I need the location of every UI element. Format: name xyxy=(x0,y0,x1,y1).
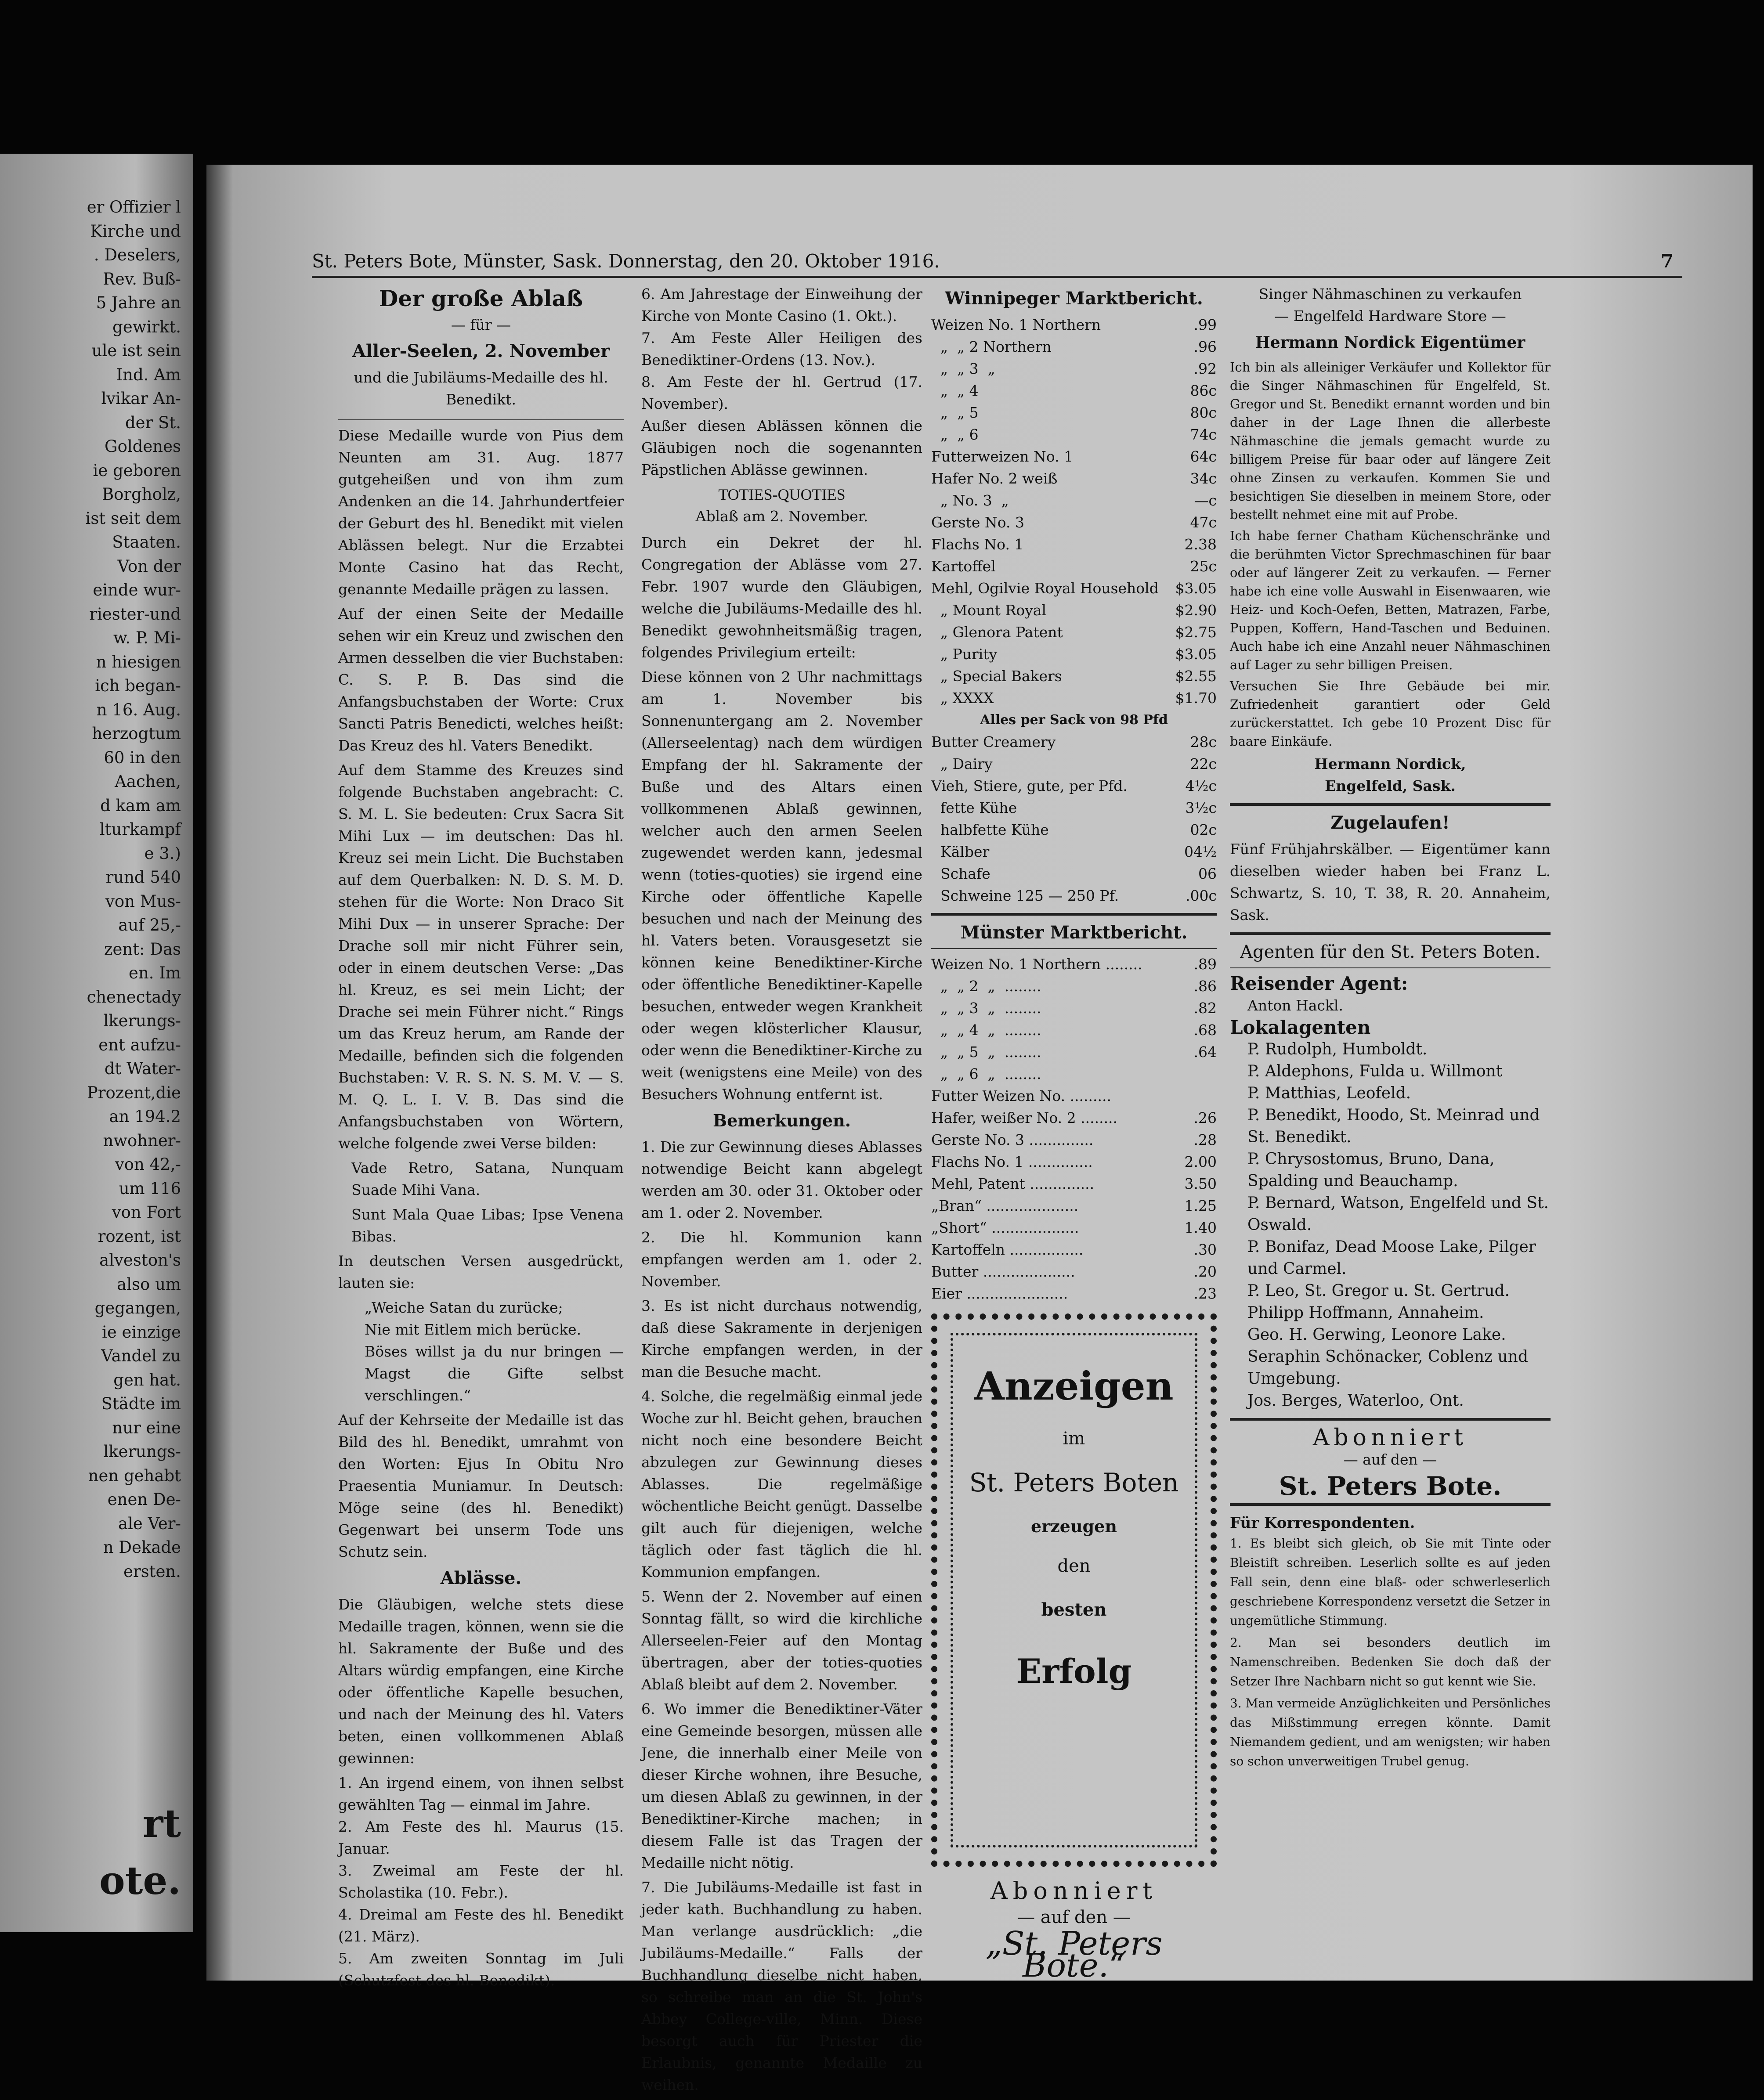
divider xyxy=(1230,1418,1551,1421)
market-item: Eier ...................... xyxy=(931,1285,1068,1302)
market-price: .26 xyxy=(1193,1109,1217,1126)
market-row xyxy=(931,1173,1217,1195)
left-page-line: er Offizier l xyxy=(87,198,181,216)
market-row xyxy=(931,687,1217,709)
market-item: Flachs No. 1 .............. xyxy=(931,1153,1093,1170)
list-item: 6. Am Jahrestage der Einweihung der Kirche von Monte Casino (1. Okt.). xyxy=(641,285,922,325)
ad-erfolg: Erfolg xyxy=(1016,1652,1132,1691)
market-row xyxy=(931,424,1217,446)
market-item: Kartoffel xyxy=(931,558,996,575)
left-page-line: von Fort xyxy=(112,1203,181,1222)
left-page-line: Städte im xyxy=(101,1394,181,1413)
market-price: $2.90 xyxy=(1175,602,1217,619)
left-page-line: an 194.2 xyxy=(109,1107,181,1126)
market-row xyxy=(931,358,1217,380)
market-price: 3.50 xyxy=(1184,1175,1217,1192)
paragraph: Auf der einen Seite der Medaille sehen wir ein Kreuz und zwischen den Armen desselben die vier Buchstaben: C. S. P. B. Das sind die Anfangsbuchstaben der Worte: Crux Sancti Patris Benedicti, welches heißt: Das Kreuz des hl. Vaters Benedikt. xyxy=(338,605,624,754)
market-row xyxy=(931,468,1217,490)
paragraph: Ich habe ferner Chatham Küchenschränke und die berühmten Victor Sprechmaschinen für baar oder auf längerer Zeit zu verkaufen. — Ferner habe ich eine volle Auswahl in Eisenwaaren, wie Heiz- und Koch-Oefen, Betten, Matrazen, Farbe, Puppen, Koffern, Hand-Taschen und Beduinen. Auch habe ich eine Anzahl neuer Nähmaschinen auf Lager zu sehr billigen Preisen. xyxy=(1230,528,1551,672)
left-page-line: chenectady xyxy=(87,987,181,1007)
paragraph: Diese Medaille wurde von Pius dem Neunten am 31. Aug. 1877 gutgeheißen und von ihm zum Andenken an die 14. Jahrhundertfeier der Geburt des hl. Benedikt mit vielen Ablässen belegt. Nur die Erzabtei Monte Casino hat das Recht, genannte Medaille prägen zu lassen. xyxy=(338,427,624,598)
market-item: „ Mount Royal xyxy=(931,602,1047,619)
market-price: .64 xyxy=(1193,1043,1217,1061)
market-price: 02c xyxy=(1190,821,1217,838)
market-price: $3.05 xyxy=(1175,646,1217,663)
left-page-line: ie einzige xyxy=(102,1322,181,1342)
market-row xyxy=(931,953,1217,975)
newspaper-page xyxy=(206,165,1753,2093)
st-peters-bote-title: „St. Peters Bote.“ xyxy=(985,1925,1163,1985)
left-page-line: Vandel zu xyxy=(101,1346,181,1365)
left-page-fragment-text: ote. xyxy=(99,1858,181,1903)
market-row xyxy=(931,1239,1217,1261)
market-item: „ „ 4 „ ........ xyxy=(931,1021,1041,1039)
left-page-line: n hiesigen xyxy=(96,652,181,671)
market-price: $1.70 xyxy=(1175,689,1217,707)
list-item: 7. Am Feste Aller Heiligen des Benediktiner-Ordens (13. Nov.). xyxy=(641,329,922,368)
latin-verse: Vade Retro, Satana, Nunquam Suade Mihi Vana. xyxy=(351,1159,624,1198)
note: 7. Die Jubiläums-Medaille ist fast in jeder kath. Buchhandlung zu haben. Man verlange ausdrücklich: „die Jubiläums-Medaille.“ Falls der Buchhandlung dieselbe nicht haben, so schreibe man an die St. John's Abbey College-ville, Minn. Diese besorgt auch für Priester die Erlaubnis, genannte Medaille zu weihen. xyxy=(641,1879,922,2093)
market-row xyxy=(931,975,1217,997)
market-item: Mehl, Patent .............. xyxy=(931,1175,1095,1192)
market-item: fette Kühe xyxy=(931,799,1017,816)
market-row xyxy=(931,380,1217,402)
market-item: „ „ 5 „ ........ xyxy=(931,1043,1041,1061)
left-page-line: ale Ver- xyxy=(118,1514,181,1533)
market-row xyxy=(931,512,1217,534)
paragraph: Ich bin als alleiniger Verkäufer und Kollektor für die Singer Nähmaschinen für Engelfeld, St. Gregor und St. Benedikt ernannt worden und bin daher in der Lage Ihnen die allerbeste Nähmaschine die jemals gemacht wurde zu billigem Preise für baar oder auf längere Zeit ohne Zinsen zu verkaufen. Kommen Sie und besichtigen Sie dieselben in meinem Store, oder bestellt nehmet eine mit auf Probe. xyxy=(1230,360,1551,522)
left-page-line: Von der xyxy=(117,556,181,576)
left-page-line: riester-und xyxy=(89,604,181,624)
market-row xyxy=(931,997,1217,1019)
market-row xyxy=(931,1151,1217,1173)
left-page-line: enen De- xyxy=(107,1490,181,1509)
left-page-line: Aachen, xyxy=(115,772,181,791)
left-page-line: Ind. Am xyxy=(116,365,181,384)
market-price: 25c xyxy=(1190,558,1217,575)
german-verse: Böses willst ja du nur bringen — Magst die Gifte selbst verschlingen.“ xyxy=(365,1343,624,1404)
market-row xyxy=(931,643,1217,665)
ad-im: im xyxy=(1063,1429,1085,1449)
left-page-fragment-text: rt xyxy=(142,1801,181,1846)
market-item: Gerste No. 3 xyxy=(931,514,1025,531)
left-page-line: nen gehabt xyxy=(88,1466,181,1485)
left-page-line: auf 25,- xyxy=(118,916,181,935)
market-row xyxy=(931,885,1217,907)
auf-den-line: — auf den — xyxy=(1017,1907,1131,1927)
paragraph: Fünf Frühjahrskälber. — Eigentümer kann dieselben wieder haben bei Franz L. Schwartz, S. 10, T. 38, R. 20. Annaheim, Sask. xyxy=(1230,841,1551,924)
left-page-line: rund 540 xyxy=(105,868,181,887)
st-peters-bote-title: St. Peters Bote. xyxy=(1279,1471,1502,1501)
divider xyxy=(1230,932,1551,935)
market-price: 74c xyxy=(1190,426,1217,443)
left-page-line: en. Im xyxy=(129,963,181,982)
ablass-list xyxy=(338,1772,624,1992)
market-item: „ Glenora Patent xyxy=(931,624,1063,641)
divider xyxy=(338,419,624,420)
list-item: 4. Dreimal am Feste des hl. Benedikt (21. März). xyxy=(338,1906,624,1945)
market-item: Mehl, Ogilvie Royal Household xyxy=(931,580,1159,597)
market-item: „ „ 2 Northern xyxy=(931,338,1052,355)
market-price: .23 xyxy=(1193,1285,1217,1302)
left-page-line: Kirche und xyxy=(90,221,181,241)
market-row xyxy=(931,797,1217,819)
market-row xyxy=(931,599,1217,621)
market-item: Weizen No. 1 Northern xyxy=(931,316,1101,333)
market-item: halbfette Kühe xyxy=(931,821,1049,838)
market-item: Schweine 125 — 250 Pf. xyxy=(931,887,1119,904)
article-title-ablass: Der große Ablaß xyxy=(379,285,583,311)
market-price: 1.40 xyxy=(1184,1219,1217,1236)
market-price: 06 xyxy=(1198,865,1217,882)
market-item: Gerste No. 3 .............. xyxy=(931,1131,1094,1148)
market-price: 22c xyxy=(1190,755,1217,772)
market-item: „ „ 6 xyxy=(931,426,979,443)
korr-note: 3. Man vermeide Anzüglichkeiten und Persönliches das Mißstimmung erregen könnte. Damit Niemandem gedient, und am wenigsten; wir haben so schon unverweitigen Trubel genug. xyxy=(1230,1696,1551,1768)
left-page-line: Staaten. xyxy=(112,533,181,552)
market-price: 1.25 xyxy=(1184,1197,1217,1214)
latin-verse: Sunt Mala Quae Libas; Ipse Venena Bibas. xyxy=(351,1206,624,1245)
ad-erzeugen: erzeugen xyxy=(1031,1516,1117,1536)
left-page-line: von 42,- xyxy=(115,1155,181,1174)
nordick-owner: Hermann Nordick Eigentümer xyxy=(1255,333,1525,352)
market-price: .30 xyxy=(1193,1241,1217,1258)
left-page-line: rozent, ist xyxy=(98,1227,181,1246)
left-page-line: Borgholz, xyxy=(101,485,181,504)
market-item: Hafer No. 2 weiß xyxy=(931,470,1058,487)
bemerkungen-heading: Bemerkungen. xyxy=(713,1111,851,1130)
column-3 xyxy=(931,283,1217,1985)
market-price: 4½c xyxy=(1185,777,1217,794)
left-page-line: ent aufzu- xyxy=(98,1035,181,1054)
market-item: „Short“ ................... xyxy=(931,1219,1079,1236)
market-item: Butter Creamery xyxy=(931,733,1056,751)
market-price: .68 xyxy=(1193,1021,1217,1039)
market-row xyxy=(931,1063,1217,1085)
fuer-line: — für — xyxy=(451,316,511,333)
left-page-line: nwohner- xyxy=(103,1131,181,1150)
market-price: 28c xyxy=(1190,733,1217,751)
note: 1. Die zur Gewinnung dieses Ablasses notwendige Beicht kann abgelegt werden am 30. oder 31. Oktober oder am 1. oder 2. November. xyxy=(641,1138,922,1221)
medaille-subheading: und die Jubiläums-Medaille des hl. Benedikt. xyxy=(354,369,608,408)
market-item: „ „ 6 „ ........ xyxy=(931,1065,1041,1082)
agents-list xyxy=(1230,1039,1551,1412)
left-page-line: Prozent,die xyxy=(87,1083,181,1102)
advertisement-box xyxy=(931,1313,1217,1867)
ablaesse-heading: Ablässe. xyxy=(440,1568,522,1588)
advertisement-inner xyxy=(951,1333,1197,1847)
market-item: „ „ 5 xyxy=(931,404,979,421)
market-price: .92 xyxy=(1193,360,1217,377)
market-price: 04½ xyxy=(1184,843,1217,860)
left-page-line: herzogtum xyxy=(92,724,181,743)
agent-entry: P. Leo, St. Gregor u. St. Gertrud. xyxy=(1247,1282,1510,1300)
left-page-line: Goldenes xyxy=(105,437,181,456)
market-price: .28 xyxy=(1193,1131,1217,1148)
market-price: 2.00 xyxy=(1184,1153,1217,1170)
left-page-line: 60 in den xyxy=(104,748,181,767)
left-page-line: zent: Das xyxy=(104,939,181,959)
agent-entry: P. Chrysostomus, Bruno, Dana, Spalding und Beauchamp. xyxy=(1247,1150,1495,1190)
left-page-line: um 116 xyxy=(119,1179,181,1198)
column-2 xyxy=(641,283,922,2099)
market-row xyxy=(931,621,1217,643)
left-page-line: ersten. xyxy=(123,1562,181,1581)
market-row xyxy=(931,336,1217,358)
market-row xyxy=(931,1217,1217,1239)
market-row xyxy=(931,665,1217,687)
left-page-line: lkerungs- xyxy=(103,1442,181,1461)
agenten-heading: Agenten für den St. Peters Boten. xyxy=(1240,942,1540,962)
left-page-line: gen hat. xyxy=(113,1370,181,1389)
note: 4. Solche, die regelmäßig einmal jede Woche zur hl. Beicht gehen, brauchen nicht noch eine besondere Beicht abzulegen zur Gewinnung dieses Ablasses. Die regelmäßige wöchentliche Beicht genügt. Dasselbe gilt auch für diejenigen, welche täglich oder fast täglich die hl. Kommunion empfangen. xyxy=(641,1388,922,1580)
agent-entry: P. Matthias, Leofeld. xyxy=(1247,1084,1411,1102)
market-price: .86 xyxy=(1193,978,1217,995)
left-page-fragment xyxy=(0,154,193,1932)
market-row xyxy=(931,1261,1217,1283)
market-price: —c xyxy=(1194,492,1217,509)
market-row xyxy=(931,819,1217,841)
left-page-line: ist seit dem xyxy=(85,509,181,528)
market-item: „ „ 4 xyxy=(931,382,979,399)
page-header xyxy=(312,250,1682,277)
market-row xyxy=(931,534,1217,556)
korr-note: 2. Man sei besonders deutlich im Namenschreiben. Bedenken Sie doch daß der Setzer Ihre Nachbarn nicht so gut kennt wie Sie. xyxy=(1230,1635,1551,1689)
note: 2. Die hl. Kommunion kann empfangen werden am 1. oder 2. November. xyxy=(641,1229,922,1290)
left-page-line: w. P. Mi- xyxy=(113,628,181,647)
market-item: Hafer, weißer No. 2 ........ xyxy=(931,1109,1118,1126)
market-item: „ XXXX xyxy=(931,689,994,707)
ad-den: den xyxy=(1057,1556,1091,1576)
list-item: 1. An irgend einem, von ihnen selbst gewählten Tag — einmal im Jahre. xyxy=(338,1774,624,1813)
toties-quoties-heading: TOTIES-QUOTIES xyxy=(718,486,846,503)
market-price: $3.05 xyxy=(1175,580,1217,597)
running-header: St. Peters Bote, Münster, Sask. Donnerstag, den 20. Oktober 1916. xyxy=(312,250,940,272)
left-page-line: . Deselers, xyxy=(94,245,181,264)
market-price: 34c xyxy=(1190,470,1217,487)
market-row xyxy=(931,402,1217,424)
toties-subheading: Ablaß am 2. November. xyxy=(695,508,868,525)
abonniert-heading: Abonniert xyxy=(1312,1425,1468,1451)
left-page-line: d kam am xyxy=(100,796,181,815)
market-row xyxy=(931,731,1217,753)
column-4 xyxy=(1230,283,1551,1774)
ad-besten: besten xyxy=(1041,1599,1107,1620)
market-item: „ No. 3 „ xyxy=(931,492,1009,509)
signature-place: Engelfeld, Sask. xyxy=(1325,777,1456,794)
paragraph: Außer diesen Ablässen können die Gläubigen noch die sogenannten Päpstlichen Ablässe gewinnen. xyxy=(641,417,922,478)
paragraph: Diese können von 2 Uhr nachmittags am 1. November bis Sonnenuntergang am 2. November (Allerseelentag) nach dem würdigen Empfang der hl. Sakramente der Buße und des Altars einen vollkommenen Ablaß gewinnen, welcher auch den armen Seelen zugewendet werden kann, jedesmal wenn (toties-quoties) sie irgend eine Kirche oder öffentliche Kapelle besuchen und nach der Meinung des hl. Vaters beten. Vorausgesetzt sie können keine Benediktiner-Kirche oder öffentliche Benediktiner-Kapelle besuchen, entweder wegen Krankheit oder wegen klösterlicher Klausur, oder wenn die Benediktiner-Kirche zu weit (wenigstens eine Meile) von des Besuchers Wohnung entfernt ist. xyxy=(641,668,922,1103)
left-page-line: ich began- xyxy=(95,676,181,695)
zugelaufen-heading: Zugelaufen! xyxy=(1330,812,1450,833)
market-item: „Bran“ .................... xyxy=(931,1197,1079,1214)
left-page-line: e 3.) xyxy=(144,844,181,863)
market-row xyxy=(931,1041,1217,1063)
list-item: 2. Am Feste des hl. Maurus (15. Januar. xyxy=(338,1818,624,1857)
signature-name: Hermann Nordick, xyxy=(1314,755,1466,772)
agent-entry: P. Bonifaz, Dead Moose Lake, Pilger und Carmel. xyxy=(1247,1238,1536,1278)
left-page-line: gewirkt. xyxy=(112,317,181,336)
market-note: Alles per Sack von 98 Pfd xyxy=(980,712,1168,728)
market-row xyxy=(931,753,1217,775)
market-row xyxy=(931,1283,1217,1305)
market-row xyxy=(931,314,1217,336)
paragraph: Auf dem Stamme des Kreuzes sind folgende Buchstaben angebracht: C. S. M. L. Sie bedeuten: Crux Sacra Sit Mihi Lux — im deutschen: Das hl. Kreuz sei mein Licht. Die Buchstaben auf dem Querbalken: N. D. S. M. D. stehen für die Worte: Non Draco Sit Mihi Dux — in unserer Sprache: Der Drache soll mir nicht Führer sein, oder in einem deutschen Verse: „Das hl. Kreuz, es sei mein Licht; der Drache sei mein Führer nicht.“ Rings um das Kreuz herum, am Rande der Medaille, befinden sich die folgenden Buchstaben: V. R. S. N. S. M. V. — S. M. Q. L. I. V. B. Das sind die Anfangsbuchstaben von Wörtern, welche folgende zwei Verse bilden: xyxy=(338,761,624,1152)
market-item: Kälber xyxy=(931,843,990,860)
market-row xyxy=(931,556,1217,577)
left-page-line: n 16. Aug. xyxy=(96,700,181,719)
market-row xyxy=(931,775,1217,797)
market-item: „ Purity xyxy=(931,646,998,663)
agent-entry: Geo. H. Gerwing, Leonore Lake. xyxy=(1247,1326,1506,1344)
market-price: .96 xyxy=(1193,338,1217,355)
market-price: $2.75 xyxy=(1175,624,1217,641)
abonniert-heading: Abonniert xyxy=(990,1877,1158,1905)
agent-entry: Philipp Hoffmann, Annaheim. xyxy=(1247,1304,1484,1322)
column-1 xyxy=(338,283,624,1992)
market-price: .00c xyxy=(1186,887,1217,904)
market-item: „ „ 3 „ xyxy=(931,360,995,377)
market-item: „ „ 3 „ ........ xyxy=(931,999,1041,1017)
list-item: 3. Zweimal am Feste der hl. Scholastika (10. Febr.). xyxy=(338,1862,624,1901)
reisender-agent-heading: Reisender Agent: xyxy=(1230,973,1408,994)
market-price: 80c xyxy=(1190,404,1217,421)
market-price: .99 xyxy=(1193,316,1217,333)
market-item: Flachs No. 1 xyxy=(931,536,1024,553)
korrespondenten-heading: Für Korrespondenten. xyxy=(1230,1514,1415,1532)
gutter-shadow xyxy=(206,165,233,1981)
left-page-line: lkerungs- xyxy=(103,1011,181,1030)
paragraph: Die Gläubigen, welche stets diese Medaille tragen, können, wenn sie die hl. Sakramente der Buße und des Altars würdig empfangen, eine Kirche oder öffentliche Kapelle besuchen, und nach der Meinung des hl. Vaters beten, einen vollkommenen Ablaß gewinnen: xyxy=(338,1596,624,1767)
left-page-line: nur eine xyxy=(112,1418,181,1437)
list-item: 5. Am zweiten Sonntag im Juli (Schutzfest des hl. Benedikt). xyxy=(338,1950,624,1989)
market-price: 47c xyxy=(1190,514,1217,531)
divider xyxy=(1230,967,1551,968)
muenster-market-heading: Münster Marktbericht. xyxy=(960,922,1188,943)
agent-entry: P. Bernard, Watson, Engelfeld und St. Oswald. xyxy=(1247,1194,1549,1234)
market-price: .89 xyxy=(1193,956,1217,973)
left-page-line: lturkampf xyxy=(99,820,181,839)
winnipeg-market-table xyxy=(931,314,1217,709)
market-item: Vieh, Stiere, gute, per Pfd. xyxy=(931,777,1128,794)
muenster-market-table xyxy=(931,953,1217,1305)
market-price: .20 xyxy=(1193,1263,1217,1280)
left-page-line: lvikar An- xyxy=(101,389,181,408)
paragraph: Durch ein Dekret der hl. Congregation der Ablässe vom 27. Febr. 1907 wurde den Gläubigen, welche die Jubiläums-Medaille des hl. Benedikt gewohnheitsmäßig tragen, folgendes Privilegium erteilt: xyxy=(641,534,922,661)
left-page-line: alveston's xyxy=(99,1251,181,1270)
allerseelen-heading: Aller-Seelen, 2. November xyxy=(352,341,610,361)
left-page-line: gegangen, xyxy=(94,1299,181,1317)
divider xyxy=(931,913,1217,916)
left-page-line: n Dekade xyxy=(103,1538,181,1557)
market-row xyxy=(931,841,1217,863)
market-price: 86c xyxy=(1190,382,1217,399)
engelfeld-store: — Engelfeld Hardware Store — xyxy=(1274,307,1506,325)
market-price: $2.55 xyxy=(1175,668,1217,685)
paragraph: Auf der Kehrseite der Medaille ist das Bild des hl. Benedikt, umrahmt von den Worten: Ejus In Obitu Nro Praesentia Muniamur. In Deutsch: Möge seine (des hl. Benedikt) Gegenwart bei unserm Tode uns Schutz sein. xyxy=(338,1411,624,1560)
german-verse: Nie mit Eitlem mich berücke. xyxy=(365,1321,582,1338)
auf-den-line: — auf den — xyxy=(1343,1451,1437,1468)
divider xyxy=(931,948,1217,949)
winnipeg-market-table-2 xyxy=(931,731,1217,907)
market-item: Weizen No. 1 Northern ........ xyxy=(931,956,1142,973)
note: 3. Es ist nicht durchaus notwendig, daß diese Sakramente in derjenigen Kirche empfangen werden, in der man die Besuche macht. xyxy=(641,1297,922,1380)
left-page-line: von Mus- xyxy=(105,891,181,911)
market-item: Kartoffeln ................ xyxy=(931,1241,1084,1258)
agent-entry: P. Benedikt, Hoodo, St. Meinrad und St. Benedikt. xyxy=(1247,1106,1540,1146)
paragraph: Versuchen Sie Ihre Gebäude bei mir. Zufriedenheit garantiert oder Geld zurückerstattet. Ich gebe 10 Prozent Disc für baare Einkäufe. xyxy=(1230,678,1551,749)
left-page-line: Rev. Buß- xyxy=(102,269,181,289)
left-page-line: ie geboren xyxy=(93,461,181,480)
left-page-line: ule ist sein xyxy=(91,341,181,360)
market-item: „ „ 2 „ ........ xyxy=(931,978,1041,995)
market-price: .82 xyxy=(1193,999,1217,1017)
divider xyxy=(1230,803,1551,806)
left-page-line: 5 Jahre an xyxy=(96,293,181,312)
left-page-line: einde wur- xyxy=(93,581,181,599)
market-row xyxy=(931,1085,1217,1107)
agent-entry: Seraphin Schönacker, Coblenz und Umgebung. xyxy=(1247,1348,1528,1388)
market-item: Futterweizen No. 1 xyxy=(931,448,1074,465)
market-row xyxy=(931,1195,1217,1217)
market-row xyxy=(931,490,1217,512)
market-price: 3½c xyxy=(1185,799,1217,816)
german-verse: „Weiche Satan du zurücke; xyxy=(365,1299,563,1316)
market-row xyxy=(931,446,1217,468)
agent-entry: P. Rudolph, Humboldt. xyxy=(1247,1040,1428,1058)
note: 6. Wo immer die Benediktiner-Väter eine Gemeinde besorgen, müssen alle Jene, die innerhalb einer Meile von dieser Kirche wohnen, ihre Besuche, um diesen Ablaß zu gewinnen, in der Benediktiner-Kirche machen; in diesem Falle ist das Tragen der Medaille nicht nötig. xyxy=(641,1700,922,1871)
note: 5. Wenn der 2. November auf einen Sonntag fällt, so wird die kirchliche Allerseelen-Feier auf den Montag übertragen, aber der toties-quoties Ablaß bleibt auf dem 2. November. xyxy=(641,1588,922,1693)
market-item: Butter .................... xyxy=(931,1263,1075,1280)
reisender-agent-name: Anton Hackl. xyxy=(1247,997,1343,1014)
market-item: „ Special Bakers xyxy=(931,668,1062,685)
market-row xyxy=(931,1129,1217,1151)
market-row xyxy=(931,863,1217,885)
agent-entry: P. Aldephons, Fulda u. Willmont xyxy=(1247,1062,1503,1080)
page-number: 7 xyxy=(1660,250,1674,272)
market-item: „ Dairy xyxy=(931,755,993,772)
market-item: Schafe xyxy=(931,865,990,882)
market-price: 2.38 xyxy=(1184,536,1217,553)
market-price: 64c xyxy=(1190,448,1217,465)
divider xyxy=(1230,1503,1551,1506)
ad-st-peters-boten: St. Peters Boten xyxy=(969,1468,1179,1497)
left-page-line: dt Water- xyxy=(104,1059,181,1078)
singer-heading: Singer Nähmaschinen zu verkaufen xyxy=(1258,285,1522,303)
header-rule xyxy=(312,276,1682,278)
market-row xyxy=(931,1107,1217,1129)
paragraph: In deutschen Versen ausgedrückt, lauten sie: xyxy=(338,1252,624,1292)
left-page-line: also um xyxy=(117,1274,181,1294)
market-item: Futter Weizen No. ......... xyxy=(931,1087,1111,1104)
winnipeg-market-heading: Winnipeger Marktbericht. xyxy=(945,288,1203,309)
korr-note: 1. Es bleibt sich gleich, ob Sie mit Tinte oder Bleistift schreiben. Leserlich sollte es auf jeden Fall sein, denn eine blaß- oder schwerleserlich geschriebene Korrespondenz versetzt die Setzer in ungemütliche Stimmung. xyxy=(1230,1536,1551,1628)
left-page-line: der St. xyxy=(125,413,181,432)
lokalagenten-heading: Lokalagenten xyxy=(1230,1017,1371,1038)
market-row xyxy=(931,1019,1217,1041)
ad-anzeigen: Anzeigen xyxy=(974,1363,1174,1409)
list-item: 8. Am Feste der hl. Gertrud (17. November). xyxy=(641,373,922,412)
agent-entry: Jos. Berges, Waterloo, Ont. xyxy=(1247,1392,1464,1410)
market-row xyxy=(931,577,1217,599)
